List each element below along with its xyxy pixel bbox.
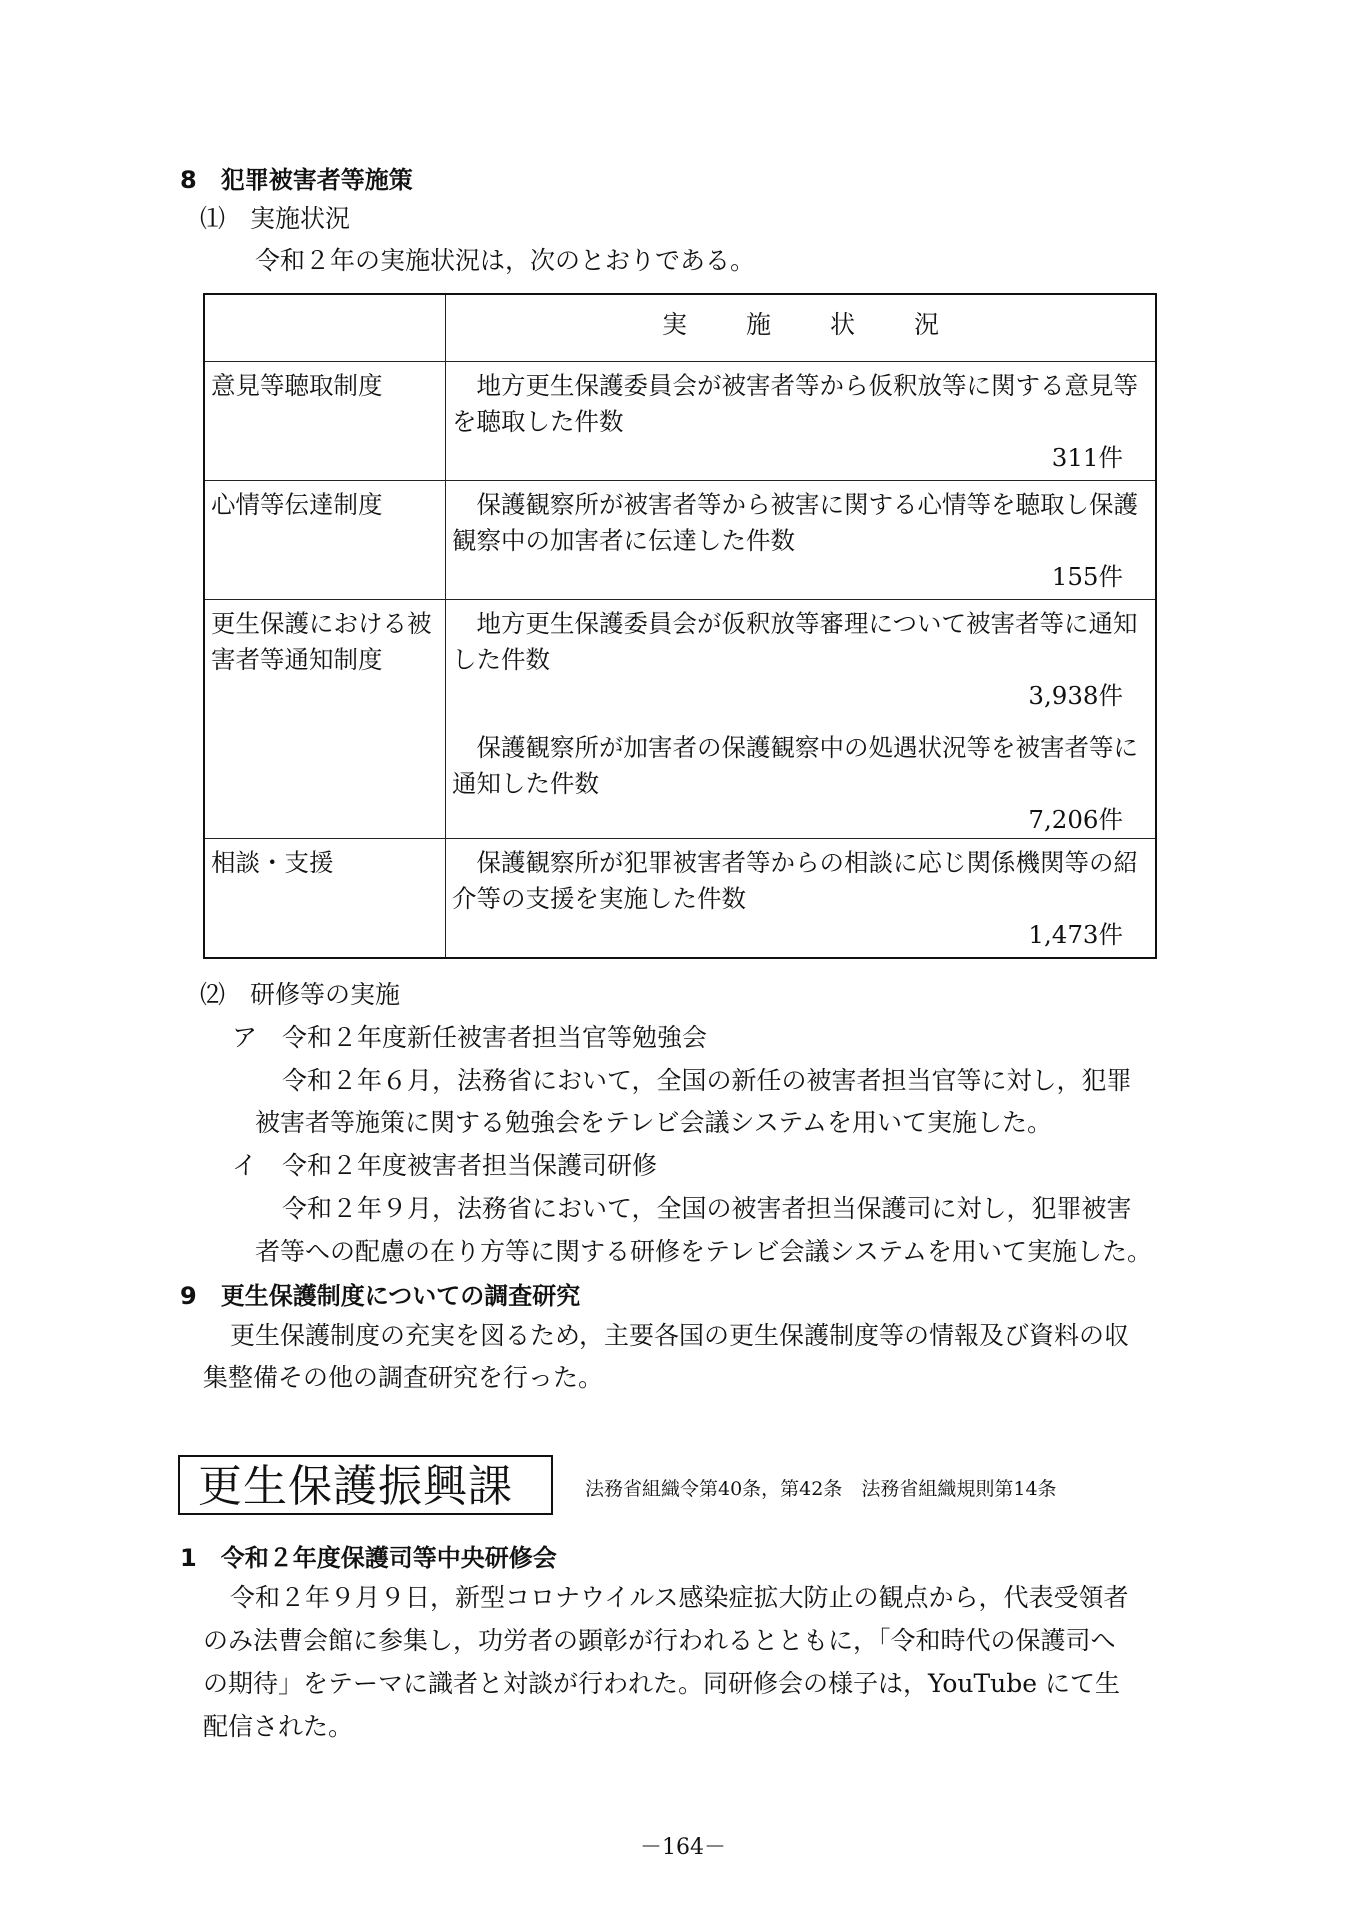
row-count: 311件 (1051, 443, 1123, 472)
law-reference: 法務省組織令第40条，第42条 法務省組織規則第14条 (585, 1478, 1057, 1500)
table-header (446, 294, 1157, 362)
row-count: 7,206件 (1028, 805, 1123, 834)
item-a-body-line: 令和２年６月，法務省において，全国の新任の被害者担当官等に対し，犯罪 (282, 1066, 1132, 1095)
table-header-empty (204, 294, 446, 362)
subsection-1-heading: ⑴ 実施状況 (200, 204, 351, 233)
table-row (204, 600, 1156, 839)
item-i-title: イ 令和２年度被害者担当保護司研修 (232, 1151, 658, 1180)
row-content (446, 600, 1157, 839)
row-description: 保護観察所が加害者の保護観察中の処遇状況等を被害者等に通知した件数 (452, 733, 1138, 798)
item-a-title: ア 令和２年度新任被害者担当官等勉強会 (232, 1023, 708, 1052)
section-1-heading: 1 令和２年度保護司等中央研修会 (180, 1544, 557, 1572)
row-label: 意見等聴取制度 (204, 362, 446, 481)
row-label: 更生保護における被害者等通知制度 (204, 600, 446, 839)
row-count: 155件 (1051, 562, 1123, 591)
section-8-heading: 8 犯罪被害者等施策 (180, 166, 413, 194)
implementation-status-table (203, 293, 1157, 959)
row-content (446, 839, 1157, 959)
section-9-heading: 9 更生保護制度についての調査研究 (180, 1282, 581, 1310)
section-9-body-line: 集整備その他の調査研究を行った。 (203, 1363, 604, 1392)
table-row (204, 839, 1156, 959)
subsection-2-heading: ⑵ 研修等の実施 (200, 980, 401, 1009)
row-description: 地方更生保護委員会が仮釈放等審理について被害者等に通知した件数 (452, 609, 1138, 674)
row-description: 保護観察所が被害者等から被害に関する心情等を聴取し保護観察中の加害者に伝達した件数 (452, 490, 1138, 555)
table-intro: 令和２年の実施状況は，次のとおりである。 (255, 246, 756, 275)
row-label: 心情等伝達制度 (204, 481, 446, 600)
section-1-body-line: 配信された。 (203, 1712, 354, 1741)
header-char: 況 (913, 310, 939, 339)
table-row (204, 362, 1156, 481)
item-i-body-line: 令和２年９月，法務省において，全国の被害者担当保護司に対し，犯罪被害 (282, 1194, 1132, 1223)
row-description: 地方更生保護委員会が被害者等から仮釈放等に関する意見等を聴取した件数 (452, 371, 1138, 436)
item-i-body-line: 者等への配慮の在り方等に関する研修をテレビ会議システムを用いて実施した。 (255, 1237, 1153, 1266)
division-title: 更生保護振興課 (178, 1455, 553, 1515)
row-count: 1,473件 (1028, 920, 1123, 949)
page-number: －164－ (640, 1835, 726, 1860)
row-content (446, 481, 1157, 600)
row-label: 相談・支援 (204, 839, 446, 959)
header-char: 実 (661, 310, 687, 339)
header-char: 状 (829, 310, 855, 339)
header-char: 施 (745, 310, 771, 339)
section-1-body-line: のみ法曹会館に参集し，功労者の顕彰が行われるとともに，「令和時代の保護司へ (203, 1626, 1116, 1655)
row-description: 保護観察所が犯罪被害者等からの相談に応じ関係機関等の紹介等の支援を実施した件数 (452, 848, 1138, 913)
table-header-row (204, 294, 1156, 362)
table-row (204, 481, 1156, 600)
section-1-body-line: 令和２年９月９日，新型コロナウイルス感染症拡大防止の観点から，代表受領者 (230, 1583, 1129, 1612)
row-count: 3,938件 (1028, 681, 1123, 710)
row-content (446, 362, 1157, 481)
section-9-body-line: 更生保護制度の充実を図るため，主要各国の更生保護制度等の情報及び資料の収 (230, 1321, 1130, 1350)
section-1-body-line: の期待」をテーマに識者と対談が行われた。同研修会の様子は，YouTube にて生 (203, 1669, 1121, 1698)
item-a-body-line: 被害者等施策に関する勉強会をテレビ会議システムを用いて実施した。 (255, 1108, 1053, 1137)
